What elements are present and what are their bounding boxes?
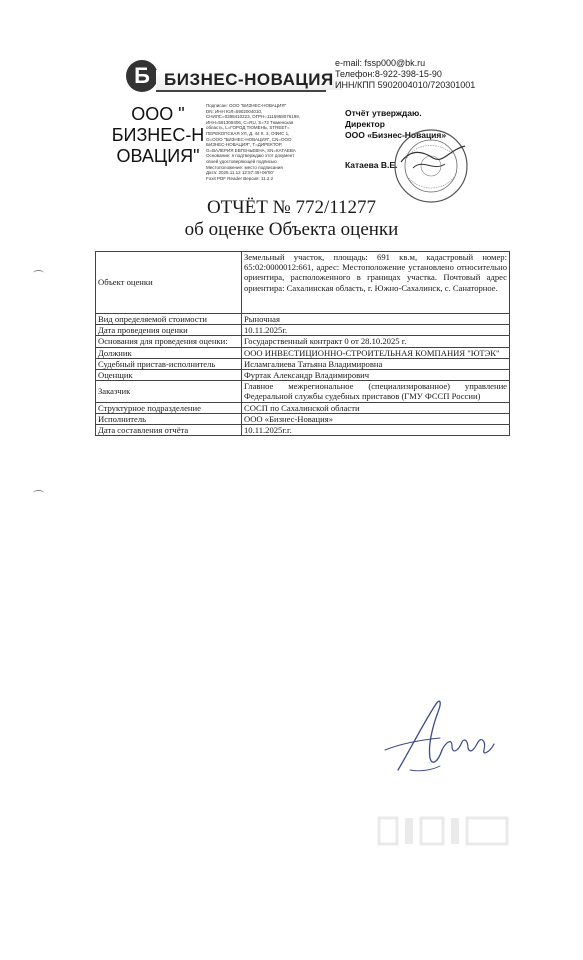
company-name [103,104,213,167]
approval-line: Отчёт утверждаю. [345,108,422,118]
report-subtitle: об оценке Объекта оценки [184,219,399,240]
row-label: Структурное подразделение [96,402,242,413]
row-label: Вид определяемой стоимости [96,314,242,325]
table-row [96,370,510,381]
punch-hole-mark [33,270,44,276]
row-value: Исламгалиева Татьяна Владимировна [242,358,510,369]
row-value: СОСП по Сахалинской области [242,402,510,413]
table-row [96,425,510,436]
table-row [96,413,510,424]
row-label: Должник [96,347,242,358]
bleed-through-mark [375,810,515,850]
row-value: Главное межрегиональное (специализированное) управление Федеральной службы судебных приставов (ГМУ ФССП России) [242,381,510,402]
seal-stamp-icon [393,128,469,204]
approval-name: Катаева В.Е. [345,160,398,170]
table-row [96,252,510,314]
logo-text: БИЗНЕС-НОВАЦИЯ [156,70,342,90]
contact-info [335,58,475,91]
table-row [96,402,510,413]
contact-inn: ИНН/КПП 5902004010/720301001 [335,80,476,90]
table-row [96,347,510,358]
electronic-signature-info: Подписан: ООО "БИЗНЕС-НОВАЦИЯ" DN: ИНН ЮЛ=5902004010, СНИЛС=0398410223, ОГРН=1115958076199, ИНН=591309406, С=RU, S=72 Тюменская область, L=ГОРОД ТЮМЕНЬ, STREET= ПЕРЕКОПСКАЯ УЛ, Д. 44 К. 3, ОФИС 1, O=ООО "БИЗНЕС-НОВАЦИЯ", CN=ООО БИЗНЕС-НОВАЦИЯ", T=ДИРЕКТОР, G=ВАЛЕРИЯ ЕВГЕНЬЕВНА, SN=КАТАЕВА Основание: я подтверждаю этот документ своей удостоверяющей подписью Местоположение: место подписания Дата: 2025.11.12 12:57:46+06'00' Foxit PDF Reader Версия: 11.2.2 [206,103,301,181]
row-value: Земельный участок, площадь: 691 кв.м, кадастровый номер: 65:02:0000012:661, адрес: Местоположение установлено относительно ориентира, расположенного в границах участка. Почтовый адрес ориентира: Сахалинская область, г. Южно-Сахалинск, с. Санаторное. [242,252,510,314]
row-label: Дата проведения оценки [96,325,242,336]
row-value: Рыночная [242,314,510,325]
approval-position: Директор [345,119,385,129]
contact-phone: Телефон:8-922-398-15-90 [335,69,442,79]
report-info-table [95,251,510,436]
company-name-line: БИЗНЕС-Н [111,125,205,145]
row-value: ООО ИНВЕСТИЦИОННО-СТРОИТЕЛЬНАЯ КОМПАНИЯ "ЮТЭК" [242,347,510,358]
table-row [96,325,510,336]
row-label: Исполнитель [96,413,242,424]
company-logo [126,60,334,96]
logo-mark: Б [126,60,158,92]
row-value: 10.11.2025г.г. [242,425,510,436]
contact-email: e-mail: fssp000@bk.ru [335,58,426,68]
company-name-line: ООО " [131,104,185,124]
table-row [96,336,510,347]
logo-underline [156,90,326,92]
row-label: Основания для проведения оценки: [96,336,242,347]
approval-company: ООО «Бизнес-Новация» [345,130,447,140]
table-row [96,314,510,325]
row-label: Оценщик [96,370,242,381]
company-name-line: ОВАЦИЯ" [116,146,200,166]
row-label: Объект оценки [96,252,242,314]
table-row [96,358,510,369]
row-value: Государственный контракт 0 от 28.10.2025 г. [242,336,510,347]
report-title: ОТЧЁТ № 772/11277 [206,197,377,218]
row-value: ООО «Бизнес-Новация» [242,413,510,424]
table-row [96,381,510,402]
row-label: Дата составления отчёта [96,425,242,436]
row-value: Фуртак Александр Владимирович [242,370,510,381]
row-label: Заказчик [96,381,242,402]
handwritten-signature-icon [380,692,510,782]
row-value: 10.11.2025г. [242,325,510,336]
row-label: Судебный пристав-исполнитель [96,358,242,369]
punch-hole-mark [33,490,44,496]
